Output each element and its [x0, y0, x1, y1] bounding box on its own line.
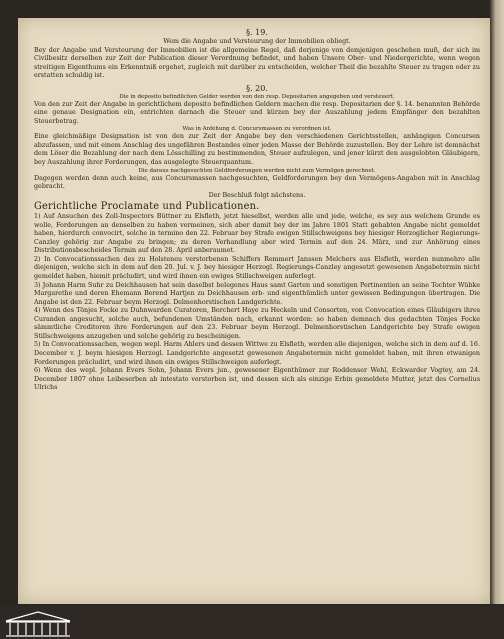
viewer-footer	[0, 606, 504, 639]
heading-proclamations: Gerichtliche Proclamate und Publicationen.	[34, 201, 260, 213]
entry-paragraph: 6) Wenn des wepl. Johann Evers Sohn, Johann Evers jun., gewesener Eigenthümer zur Roddenser Wehl, Eckwarder Vogtey, am 24. December 1807 ohne Leibeserben ab intestato verstorben ist, und dessen sich als einzige Erbin gemeldete Mutter, jetzt des Cornelius Ulrichs	[34, 367, 480, 392]
entry-paragraph: 2) In Convocationssachen des zu Holsteneu verstorbenen Schiffers Remmert Janssen Melchers aus Elsfleth, werden nunmehro alle diejenigen, welche sich in dem auf den 20. Jul. v. J. bey hiesiger Herzogl. Regierungs-Canzley angesetzt gewesenen Angabetermin nicht gemeldet haben, hiemit präcludirt, und wird ihnen ein ewiges Stillschweigen auferlegt.	[34, 255, 480, 281]
margin-note: Was in Anfehung d. Concursmassen zu verordnen ist.	[182, 126, 332, 133]
section-paragraph: Eine gleichmäßige Designation ist von den zur Zeit der Angabe bey den verschiedenen Gerichtsstellen, anhängigen Concursen abzufassen, und mit einem Anschlag des ungefähren Bestandes einer jeden Masse der Behörde zuzustellen. Bey der Lehre ist demnächst dem Löser die Bezahlung der nach dem Lösschilling zu bestimmenden, Steuer aufzulegen, und jener kürzt den ausgelobten Gläubigern, bey Auszahlung ihrer Forderungen, das ausgelegte Steuerquantum.	[34, 133, 480, 167]
closing-note: Der Beschluß folgt nächstens.	[208, 191, 306, 199]
entry-paragraph: 4) Wenn des Tönjes Focke zu Duhnwarden Curatoren, Borchert Haye zu Heckeln und Consorten, von Convocation eines Gläubigers ihres Curanden angesucht, solche auch, befundenen Umständen nach, erkannt worden: so haben demnach des gedachten Tönjes Focke sämmtliche Creditoren ihre Forderungen auf den 23. Februar beym Herzogl. Delmenhorstischen Landgerichte bey Strafe ewigen Stillschweigens anzugeben und solche gehörig zu bescheinigen.	[34, 307, 480, 340]
section-paragraph: Dagegen werden denn auch keine, aus Concursmassen nachgesuchten, Geldforderungen bey den Vermögens-Angaben mit in Anschlag gebracht.	[34, 174, 480, 191]
section-title: Wem die Angabe und Versteurung der Immobilien obliegt.	[163, 38, 351, 45]
entry-paragraph: 3) Johann Harm Suhr zu Deichhausen hat sein daselbst belegenes Haus samt Garten und sonstigen Pertinentien an seine Tochter Wübke Margarethe und deren Ehemann Berend Hartjen zu Deichhausen erb- und eigenthümlich unter gewissen Bedingungen übertragen. Die Angabe ist den 22. Februar beym Herzogl. Delmenhorstischen Landgerichte.	[34, 281, 480, 306]
section-paragraph: Bey der Angabe und Versteurung der Immobilien ist die allgemeine Regel, daß derjenige von demjenigen geschehen muß, der sich im Civilbesitz derselben zur Zeit der Publication dieser Verordnung befindet, und haben Unsere Ober- und Niedergerichte, wenn wegen streitigen Eigenthums ein Erkenntniß ergehet, zugleich mit darüber zu entscheiden, welcher Theil die bezahlte Steuer zu tragen oder zu erstatten schuldig ist.	[34, 46, 480, 80]
entry-paragraph: 1) Auf Ansuchen des Zoll-Inspectors Büttner zu Elsfleth, jetzt hieselbst, werden alle und jede, welche, es sey aus welchem Grunde es wolle, Forderungen an denselben zu haben vermeinen, sich aber damit bey der im Jahre 1801 Statt gehabten Angabe nicht gemeldet haben, hierdurch convocirt, solche in termino den 22. Februar bey Strafe ewigen Stillschweigens bey hiesiger Herzoglicher Regierungs-Canzley gehörig zur Angabe zu bringen; zu deren Verhandlung aber wird Termin auf den 24. März, und zur Anhörung eines Distributionsbescheides Termin auf den 28. April anberaumet.	[34, 213, 480, 255]
page-edge	[490, 0, 504, 604]
section-number: §. 19.	[246, 28, 268, 37]
margin-note: Die daraus nachgesuchten Geldforderungen werden nicht zum Vermögen gerechnet.	[138, 167, 376, 174]
entry-paragraph: 5) In Convocationssachen, wegen wepl. Harm Ahlers und dessen Wittwe zu Elsfleth, werden alle diejenigen, welche sich in dem auf d. 16. December v. J. beym hiesigen Herzogl. Landgerichte angesetzt gewesenen Angabetermin nicht gemeldet haben, mit ihren etwanigen Forderungen präcludirt, und wird ihnen ein ewiges Stillschweigen auferlegt.	[34, 341, 480, 366]
section-number: §. 20.	[246, 83, 268, 93]
section-paragraph: Von den zur Zeit der Angabe in gerichtlichem deposito befindlichen Geldern machen die resp. Depositarien der §. 14. benannten Behörde eine genaue Designation ein, entrichten darnach die Steuer und kürzen bey der Auszahlung jedem Empfänger den bezahlten Steuerbetrag.	[34, 100, 480, 125]
section-title: Die in deposito befindlichen Gelder werden von den resp. Depositarien angegeben und versteuert.	[119, 93, 395, 100]
document-text	[34, 28, 480, 393]
library-logo-icon	[4, 610, 72, 638]
